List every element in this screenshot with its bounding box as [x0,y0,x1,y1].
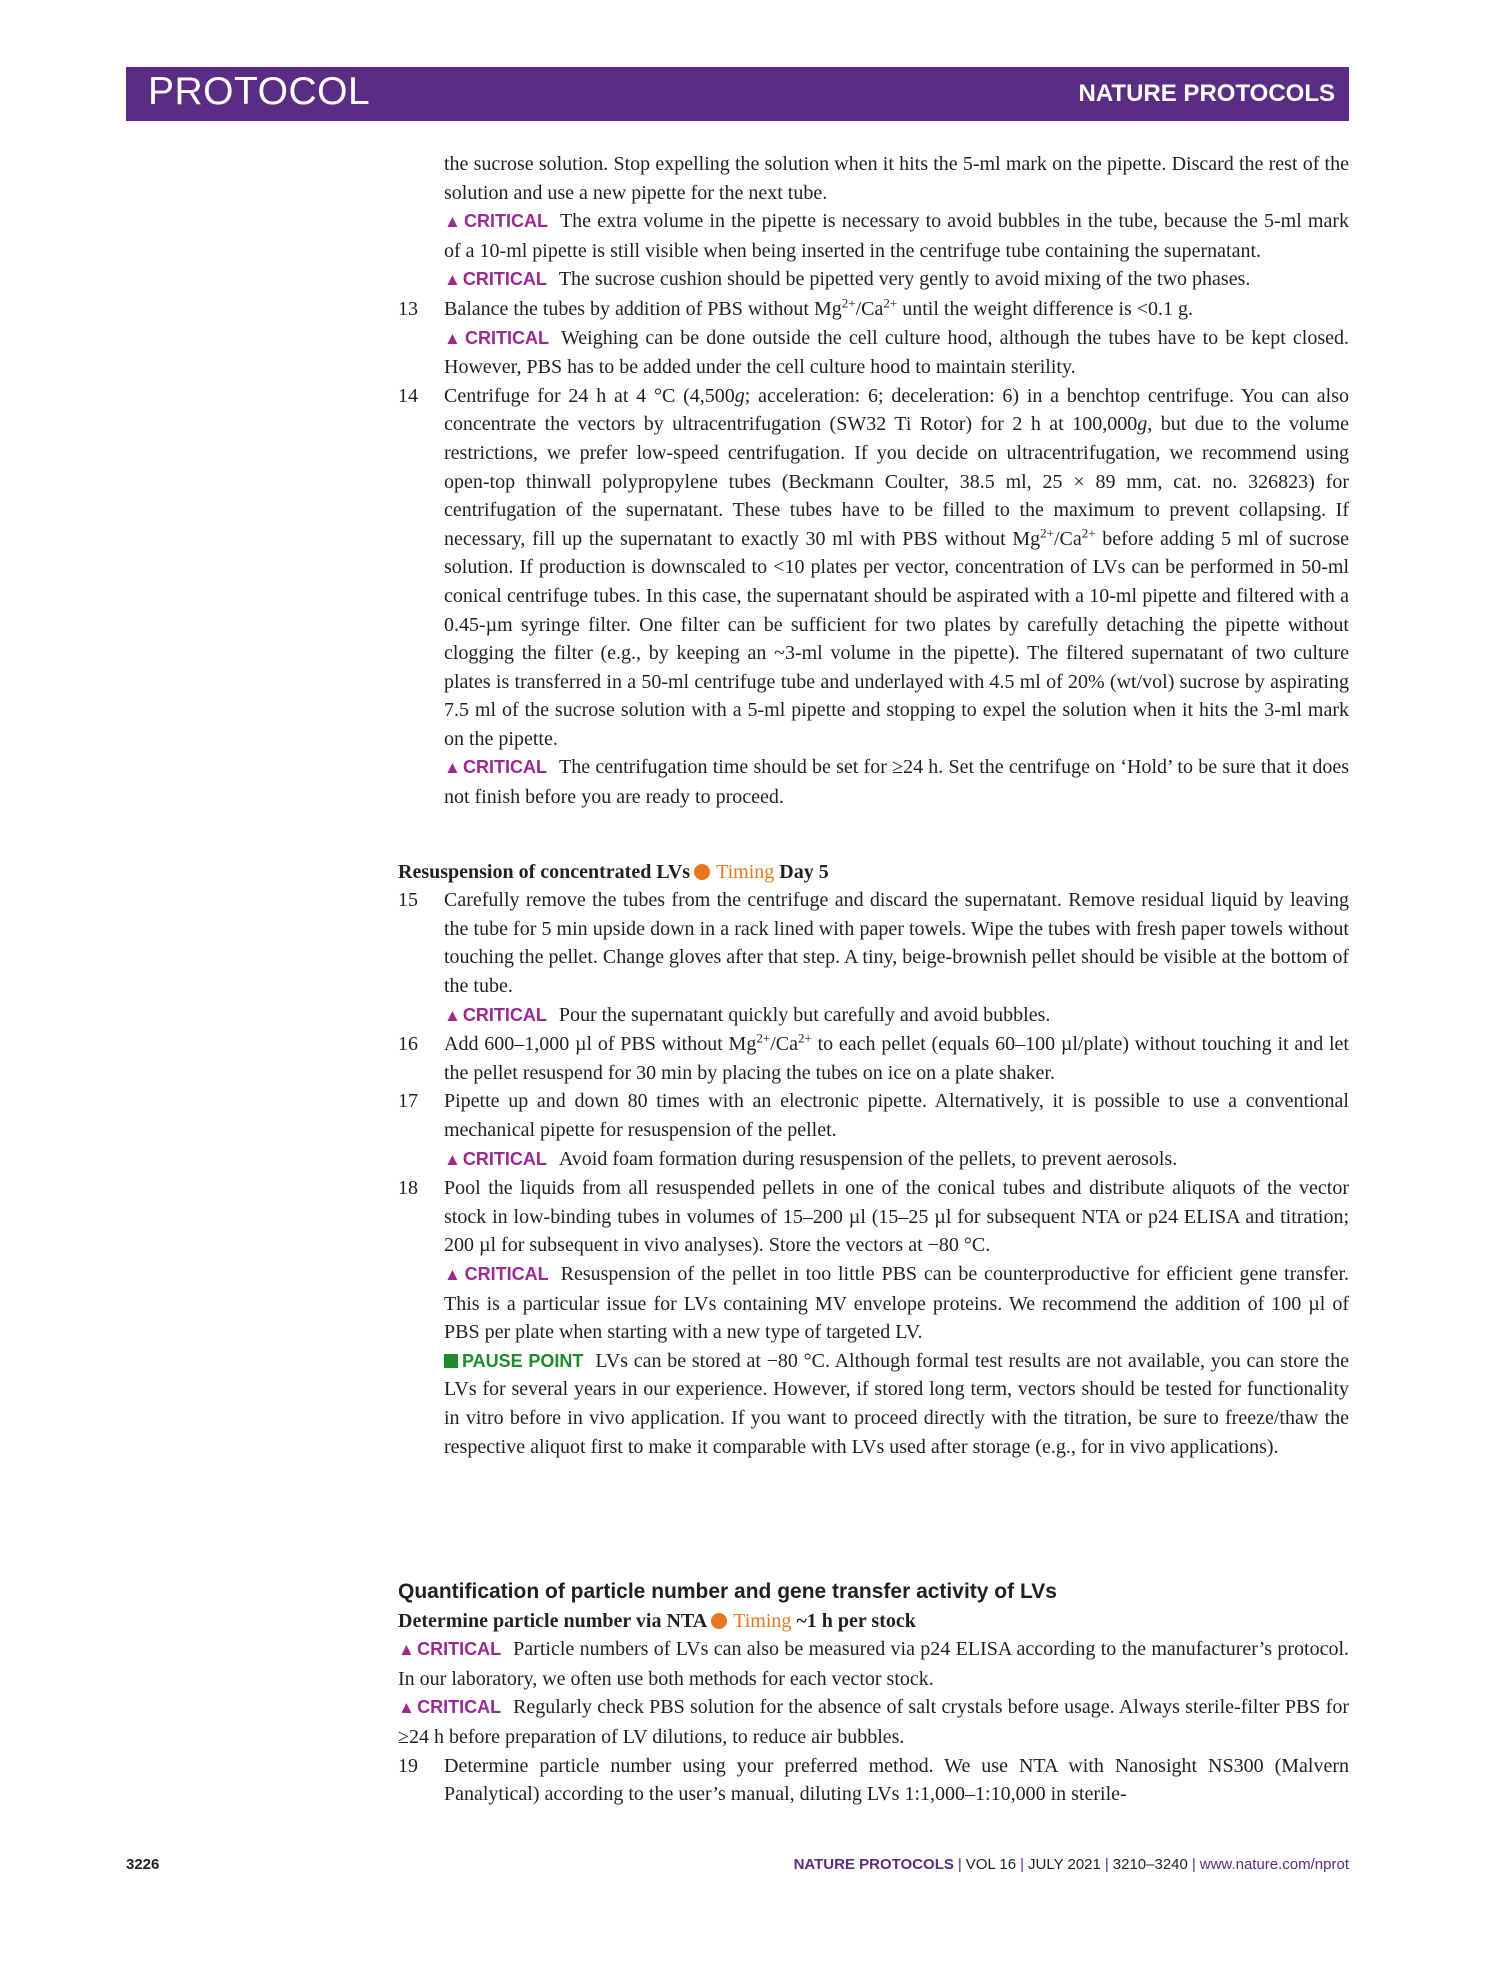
warning-triangle-icon: ▲ [444,1149,461,1169]
pause-square-icon [444,1354,458,1368]
step-19: 19 Determine particle number using your preferred method. We use NTA with Nanosight NS300 (Malvern Panalytical) according to the user’s manual, diluting LVs 1:1,000–1:10,000 in sterile- [398,1754,1349,1806]
warning-triangle-icon: ▲ [444,1005,461,1025]
timing-dot-icon [711,1613,727,1629]
warning-triangle-icon: ▲ [444,270,461,290]
step-18: 18 Pool the liquids from all resuspended pellets in one of the conical tubes and distribute aliquots of the vector stock in low-binding tubes in volumes of 15–200 µl (15–25 µl for subsequent NTA or p24 ELISA and titration; 200 µl for subsequent in vivo analyses). Store the vectors at −80 °C. [398,1177,1349,1257]
section-label: PROTOCOL [148,70,371,113]
warning-triangle-icon: ▲ [444,1264,463,1284]
step-17: 17 Pipette up and down 80 times with an electronic pipette. Alternatively, it is possible to use a conventional mechanical pipette for resuspension of the pellet. [398,1090,1349,1141]
step-13: 13 Balance the tubes by addition of PBS without $Mg^{2+}/Ca^{2+}$ until the weight difference is <0.1 g. [398,295,1194,320]
article-body [398,150,1349,1507]
section-title-quantification: Quantification of particle number and gene transfer activity of LVs [398,1580,1057,1603]
warning-triangle-icon: ▲ [444,328,463,348]
critical-note: ▲ CRITICAL Regularly check PBS solution for the absence of salt crystals before usage. Always sterile-filter PBS for ≥24 h before preparation of LV dilutions, to reduce air bubbles. [398,1696,1349,1748]
critical-note: ▲ CRITICAL Particle numbers of LVs can also be measured via p24 ELISA according to the manufacturer’s protocol. In our laboratory, we often use both methods for each vector stock. [398,1638,1350,1690]
pause-point-note: PAUSE POINT LVs can be stored at −80 °C. Although formal test results are not available, you can store the LVs for several years in our experience. However, if stored long term, vectors should be tested for functionality in vitro before in vivo application. If you want to proceed directly with the titration, be sure to freeze/thaw the respective aliquot first to make it comparable with LVs used after storage (e.g., for in vivo applications). [444,1349,1349,1458]
critical-note: ▲ CRITICAL The sucrose cushion should be pipetted very gently to avoid mixing of the two phases. [444,268,1251,291]
warning-triangle-icon: ▲ [444,212,462,232]
critical-note: ▲ CRITICAL The extra volume in the pipette is necessary to avoid bubbles in the tube, because the 5-ml mark of a 10-ml pipette is still visible when being inserted in the centrifuge tube containing the supernatant. [444,210,1350,262]
journal-link[interactable]: www.nature.com/nprot [1199,1856,1349,1873]
footer-citation: NATURE PROTOCOLS | VOL 16 | JULY 2021 | 3210–3240 | www.nature.com/nprot [793,1856,1349,1873]
step-16: 16 Add 600–1,000 µl of PBS without $Mg^{2+}/Ca^{2+}$ to each pellet (equals 60–100 µl/plate) without touching it and let the pellet resuspend for 30 min by placing the tubes on ice on a plate shaker. [398,1030,1349,1084]
critical-note: ▲ CRITICAL Pour the supernatant quickly but carefully and avoid bubbles. [444,1003,1051,1026]
header-bar [126,67,1349,121]
critical-note: ▲ CRITICAL Resuspension of the pellet in too little PBS can be counterproductive for efficient gene transfer. This is a particular issue for LVs containing MV envelope proteins. We recommend the addition of 100 µl of PBS per plate when starting with a new type of targeted LV. [444,1262,1350,1344]
step-14: 14 Centrifuge for 24 h at 4 °C (4,500g; acceleration: 6; deceleration: 6) in a benchtop centrifuge. You can also concentrate the vectors by ultracentrifugation (SW32 Ti Rotor) for 2 h at 100,000g, but due to the volume restrictions, we prefer low-speed centrifugation. If you decide on ultracentrifugation, we recommend using open-top thinwall polypropylene tubes (Beckmann Coulter, 38.5 ml, 25 × 89 mm, cat. no. 326823) for centrifugation of the supernatant. These tubes have to be filled to the maximum to prevent collapsing. If necessary, fill up the supernatant to exactly 30 ml with PBS without $Mg^{2+}/Ca^{2+}$ before adding 5 ml of sucrose solution. If production is downscaled to <10 plates per vector, concentration of LVs can be performed in 50-ml conical centrifuge tubes. In this case, the supernatant should be aspirated with a 10-ml pipette and filtered with a 0.45-µm syringe filter. One filter can be sufficient for two plates by carefully detaching the pipette without clogging the filter (e.g., by keeping an ~3-ml volume in the pipette). The filtered supernatant of two culture plates is transferred in a 50-ml centrifuge tube and underlayed with 4.5 ml of 20% (wt/vol) sucrose by aspirating 7.5 ml of the sucrose solution with a 5-ml pipette and stopping to expel the solution when it hits the 3-ml mark on the pipette. [398,384,1350,750]
timing-dot-icon [694,864,710,880]
paragraph-continued: the sucrose solution. Stop expelling the solution when it hits the 5-ml mark on the pipette. Discard the rest of the solution and use a new pipette for the next tube. [444,153,1349,204]
section-heading-resuspension: Resuspension of concentrated LVs Timing Day 5 [398,860,829,883]
page-number: 3226 [126,1856,160,1873]
quantification-section [398,1578,1349,1809]
critical-note: ▲ CRITICAL Avoid foam formation during resuspension of the pellets, to prevent aerosols. [444,1147,1178,1170]
critical-note: ▲ CRITICAL Weighing can be done outside the cell culture hood, although the tubes have to be kept closed. However, PBS has to be added under the cell culture hood to maintain sterility. [444,326,1350,379]
journal-name: NATURE PROTOCOLS [1078,80,1335,107]
warning-triangle-icon: ▲ [398,1698,416,1718]
section-heading-nta: Determine particle number via NTA Timing ~1 h per stock [398,1609,916,1632]
step-15: 15 Carefully remove the tubes from the centrifuge and discard the supernatant. Remove residual liquid by leaving the tube for 5 min upside down in a rack lined with paper towels. Wipe the tubes with fresh paper towels without touching the pellet. Change gloves after that step. A tiny, beige-brownish pellet should be visible at the bottom of the tube. [398,889,1349,998]
warning-triangle-icon: ▲ [444,758,462,778]
critical-note: ▲ CRITICAL The centrifugation time should be set for ≥24 h. Set the centrifuge on ‘Hold’ to be sure that it does not finish before you are ready to proceed. [444,756,1349,809]
warning-triangle-icon: ▲ [398,1640,416,1660]
